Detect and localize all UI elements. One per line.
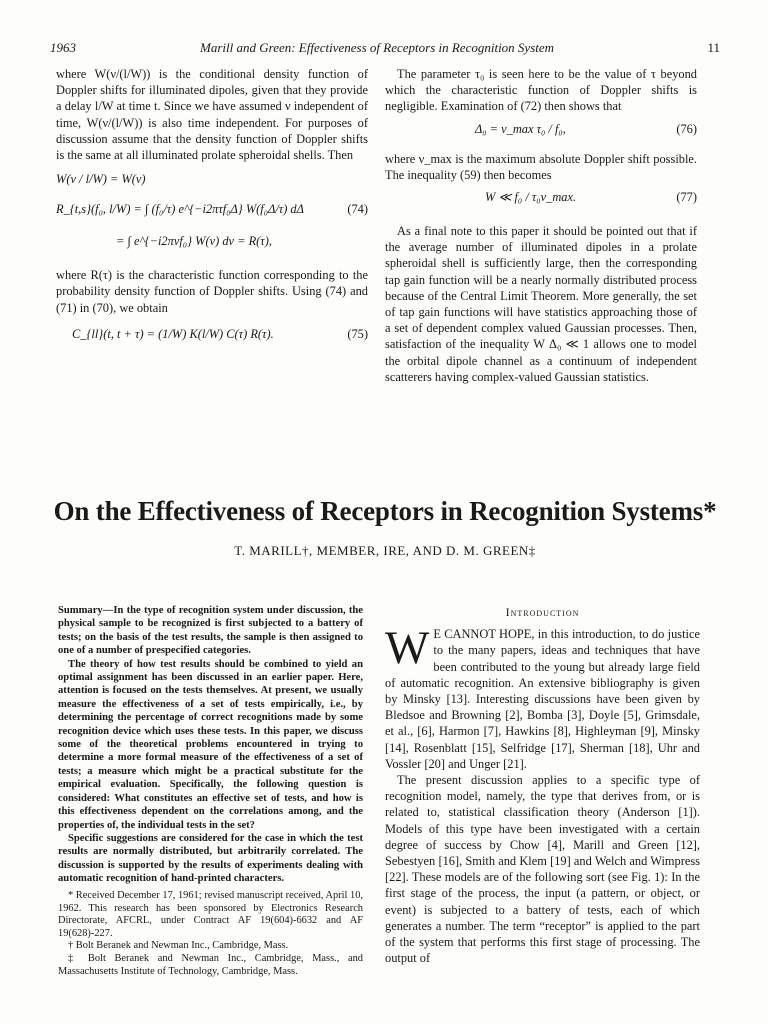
header-page-number: 11 <box>707 40 720 55</box>
equation-row <box>56 326 368 350</box>
equation-number: (77) <box>676 190 697 205</box>
equation-row <box>56 201 368 229</box>
equation-row <box>385 121 697 151</box>
equation-row <box>56 171 368 197</box>
intro-paragraph-1-text: E CANNOT HOPE, in this introduction, to do justice to the many papers, ideas and techniques that have been contributed to the young but already large field of automatic recognition. An extensive bibliography is given by Minsky [13]. Interesting discussions have been given by Bledsoe and Browning [2], Bomba [3], Doyle [5], Grimsdale, et al., [6], Harmon [7], Hawkins [8], Highleyman [9], Minsky [14], Rosenblatt [15], Selfridge [17], Sherman [18], Uhr and Vossler [20] and Unger [21]. <box>385 627 700 771</box>
equation-row <box>56 233 368 259</box>
footnote: † Bolt Beranek and Newman Inc., Cambridge, Mass. <box>68 940 289 952</box>
intro-paragraph-2: The present discussion applies to a specific type of recognition model, namely, the type that derives from, or is related to, statistical classification theory (Anderson [1]). Models of this type have been investigated with a certain degree of success by Chow [4], Marill and Green [12], Sebestyen [16], Smith and Klem [19] and Welch and Wimpress [22]. These models are of the following sort (see Fig. 1): In the first stage of the process, the input (a pattern, or object, or event) is subjected to a battery of tests, each of which generates a number. The term “receptor” is applied to the part of the system that performs this first stage of processing. The output of <box>385 773 700 966</box>
summary-block <box>58 604 363 886</box>
left-column <box>56 66 368 350</box>
left-paragraph-2: where R(τ) is the characteristic function corresponding to the probability density function of Doppler shifts. Using (74) and (71) in (70), we obtain <box>56 268 368 315</box>
right-column <box>385 66 697 385</box>
header-year: 1963 <box>50 40 76 55</box>
drop-cap: W <box>385 622 430 675</box>
left-paragraph-1: where W(ν/(l/W)) is the conditional density function of Doppler shifts for illuminated dipoles, given that they provide a delay l/W at time t. Since we have assumed ν independent of time, W(ν/(l/W)) is also time independent. For purposes of discussion assume that the density function of Doppler shifts is the same at all illuminated prolate spheroidal shells. Then <box>56 67 368 163</box>
running-header <box>50 40 720 58</box>
article-title: On the Effectiveness of Receptors in Recognition Systems* <box>53 496 717 526</box>
equation: C_{ll}(t, t + τ) = (1/W) K(l/W) C(τ) R(τ). <box>72 326 274 341</box>
equation: W(ν / l/W) = W(ν) <box>56 172 146 187</box>
section-heading: Introduction <box>505 605 580 619</box>
right-paragraph-3: As a final note to this paper it should be pointed out that if the average number of illuminated dipoles in a prolate spheroidal shell is sufficiently large, then the corresponding tap gain function will be a nearly normally distributed process because of the Central Limit Theorem. More generally, the set of tap gain functions will have statistics approaching those of a set of dependent complex valued Gaussian processes. Then, satisfaction of the inequality W Δ₀ ≪ 1 allows one to model the orbital dipole channel as a continuum of independent scatterers having complex-valued Gaussian statistics. <box>385 224 697 384</box>
equation: Δ₀ = ν_max τ₀ / f₀, <box>475 121 566 136</box>
equation-number: (75) <box>347 326 368 341</box>
header-running-title: Marill and Green: Effectiveness of Receptors in Recognition System <box>200 40 555 55</box>
footnotes <box>58 890 363 978</box>
summary-paragraph: Summary—In the type of recognition system under discussion, the physical sample to be recognized is first subjected to a battery of tests; on the basis of the test results, the sample is then assigned to one of a number of prespecified categories. <box>58 605 363 657</box>
footnote: * Received December 17, 1961; revised manuscript received, April 10, 1962. This research has been sponsored by Electronics Research Directorate, AFCRL, under Contract AF 19(604)-6632 and AF 19(628)-227. <box>58 890 363 939</box>
equation-number: (76) <box>676 121 697 136</box>
right-paragraph-1: The parameter τ₀ is seen here to be the value of τ beyond which the characteristic function of Doppler shifts is negligible. Examination of (72) then shows that <box>385 67 697 114</box>
equation: = ∫ e^{−i2πνf₀} W(ν) dν = R(τ), <box>116 234 272 249</box>
article-authors: T. MARILL†, MEMBER, IRE, AND D. M. GREEN‡ <box>234 543 536 558</box>
equation-row <box>385 189 697 223</box>
equation: W ≪ f₀ / τ₀ν_max. <box>485 190 577 205</box>
footnote: ‡ Bolt Beranek and Newman Inc., Cambridge, Mass., and Massachusetts Institute of Technology, Cambridge, Mass. <box>58 952 363 977</box>
introduction-section <box>385 604 700 966</box>
equation-number: (74) <box>347 202 368 217</box>
intro-paragraph-1 <box>385 622 700 772</box>
summary-paragraph: The theory of how test results should be combined to yield an optimal assignment has been discussed in an earlier paper. Here, attention is focused on the tests themselves. At present, we usually measure the effectiveness of a set of tests empirically, i.e., by determining the percentage of correct recognitions made by some recognition device which uses these tests. In this paper, we discuss some of the theoretical problems encountered in trying to determine a more formal measure of the effectiveness of a set of tests; a measure which might be a practical substitute for the empirical evaluation. Specifically, the following question is considered: What constitutes an effective set of tests, and how is this effectiveness dependent on the correlations among, and the properties of, the individual tests in the set? <box>58 658 363 831</box>
equation: R_{t,s}(f₀, l/W) = ∫ (f₀/τ) e^{−i2πτf₀Δ} W(f₀Δ/τ) dΔ <box>56 202 304 217</box>
summary-paragraph: Specific suggestions are considered for the case in which the test results are normally distributed, but arbitrarily correlated. The discussion is supported by the results of experiments dealing with automatic recognition of hand-printed characters. <box>58 832 363 885</box>
right-paragraph-2: where ν_max is the maximum absolute Doppler shift possible. The inequality (59) then becomes <box>385 151 697 182</box>
